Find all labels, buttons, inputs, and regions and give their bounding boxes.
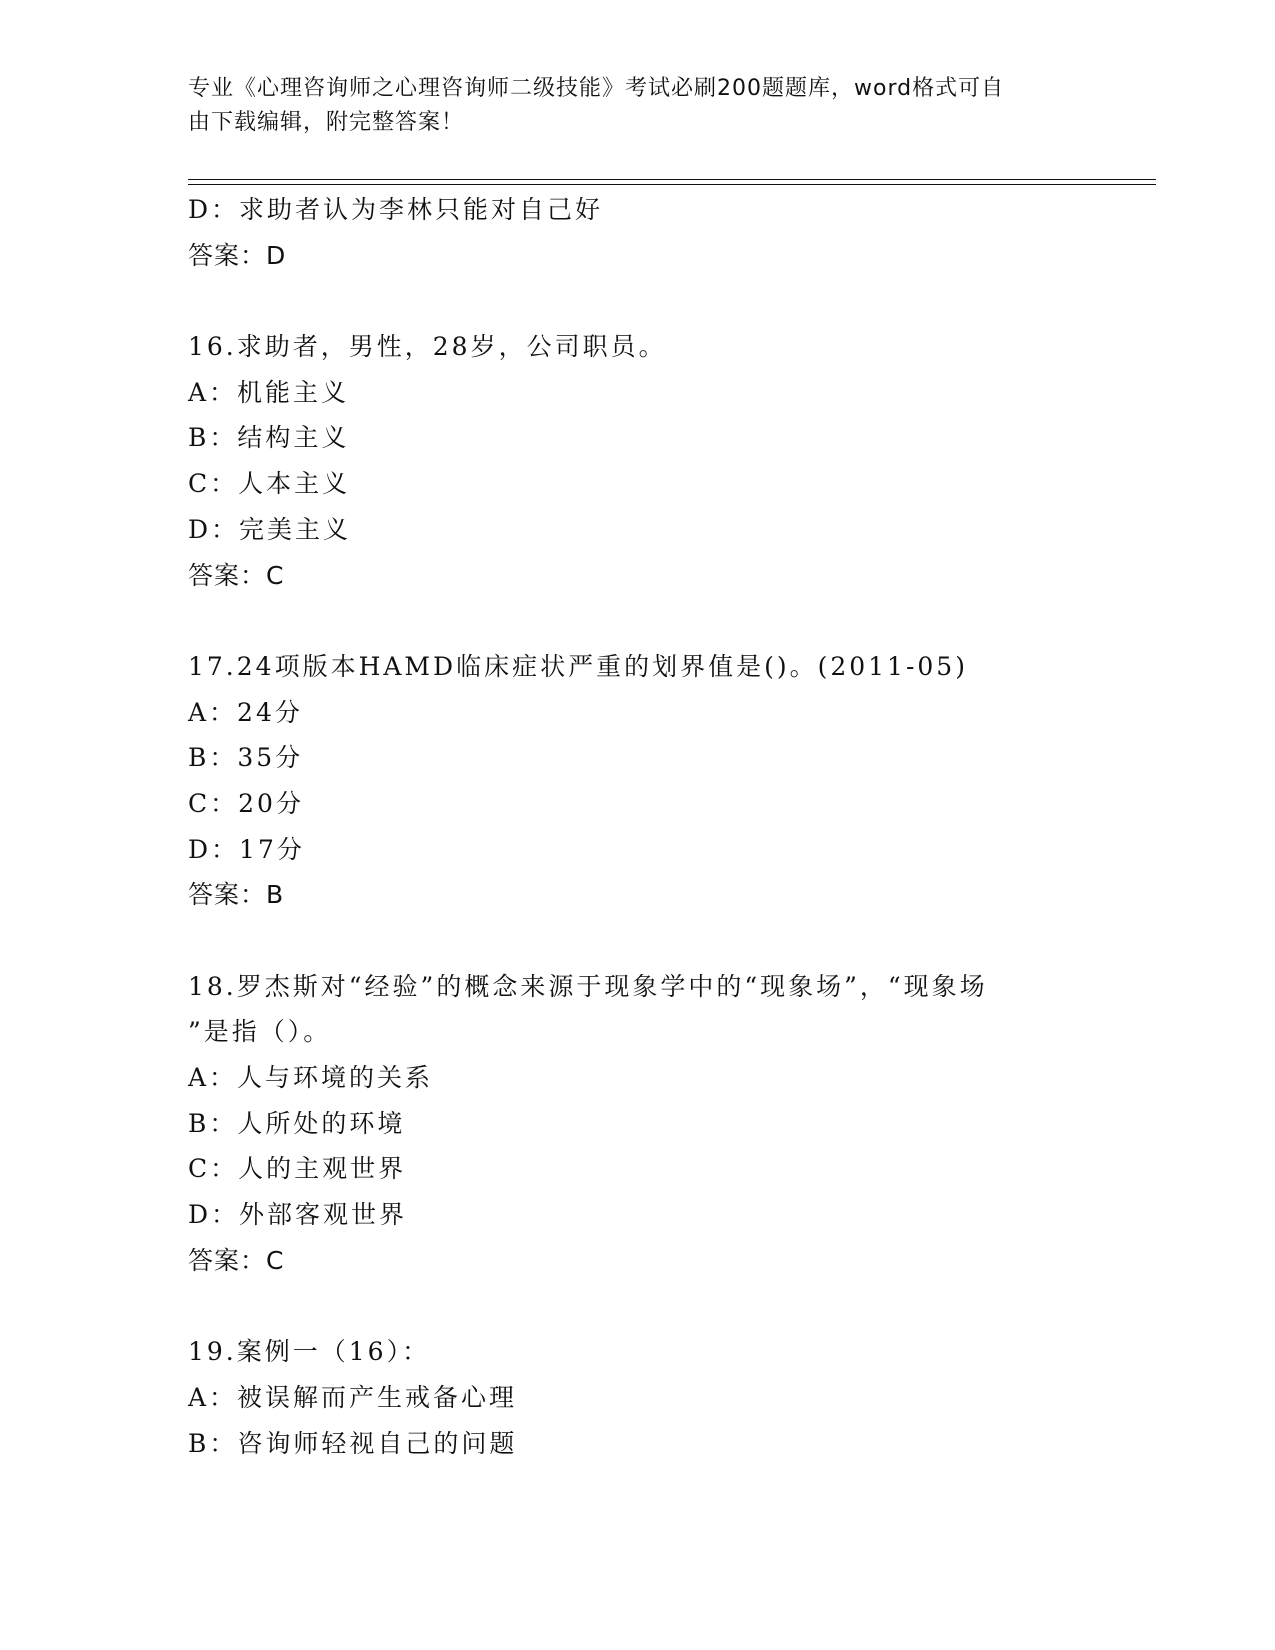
answer-line: 答案：D <box>188 240 287 270</box>
option-a: A：人与环境的关系 <box>188 1063 434 1093</box>
question-block-17 <box>188 644 1088 918</box>
header-divider-top <box>188 179 1156 180</box>
option-b: B：人所处的环境 <box>188 1108 406 1138</box>
question-block-16 <box>188 324 1088 598</box>
header-line-2: 由下载编辑，附完整答案！ <box>188 110 465 135</box>
spacer <box>188 278 1088 324</box>
question-list <box>188 187 1088 1466</box>
question-block-18 <box>188 964 1088 1284</box>
option-a: A：机能主义 <box>188 377 350 407</box>
spacer <box>188 918 1088 964</box>
question-stem: 19.案例一（16）： <box>188 1337 431 1367</box>
option-d: D：17分 <box>188 834 305 864</box>
spacer <box>188 1284 1088 1330</box>
question-stem: 17.24项版本HAMD临床症状严重的划界值是()。(2011-05) <box>188 651 968 681</box>
option-d: D：求助者认为李林只能对自己好 <box>188 195 604 224</box>
spacer <box>188 598 1088 644</box>
option-a: A：被误解而产生戒备心理 <box>188 1382 518 1412</box>
question-stem-line-2: ”是指（）。 <box>188 1017 332 1047</box>
answer-line: 答案：C <box>188 1245 285 1275</box>
option-c: C：人的主观世界 <box>188 1154 407 1184</box>
option-a: A：24分 <box>188 697 303 727</box>
option-b: B：结构主义 <box>188 423 350 453</box>
option-b: B：咨询师轻视自己的问题 <box>188 1428 518 1458</box>
question-stem: 16.求助者，男性，28岁，公司职员。 <box>188 332 667 362</box>
question-block-15 <box>188 187 1088 278</box>
option-c: C：20分 <box>188 788 304 818</box>
option-d: D：完美主义 <box>188 514 352 544</box>
header-line-1: 专业《心理咨询师之心理咨询师二级技能》考试必刷200题题库，word格式可自 <box>188 76 1005 101</box>
document-header <box>188 72 1068 140</box>
option-d: D：外部客观世界 <box>188 1200 408 1230</box>
option-c: C：人本主义 <box>188 469 351 499</box>
answer-line: 答案：B <box>188 880 285 910</box>
question-stem-line-1: 18.罗杰斯对“经验”的概念来源于现象学中的“现象场”，“现象场 <box>188 971 988 1001</box>
answer-line: 答案：C <box>188 560 285 590</box>
question-block-19 <box>188 1329 1088 1466</box>
option-b: B：35分 <box>188 743 304 773</box>
header-divider-bottom <box>188 184 1156 185</box>
